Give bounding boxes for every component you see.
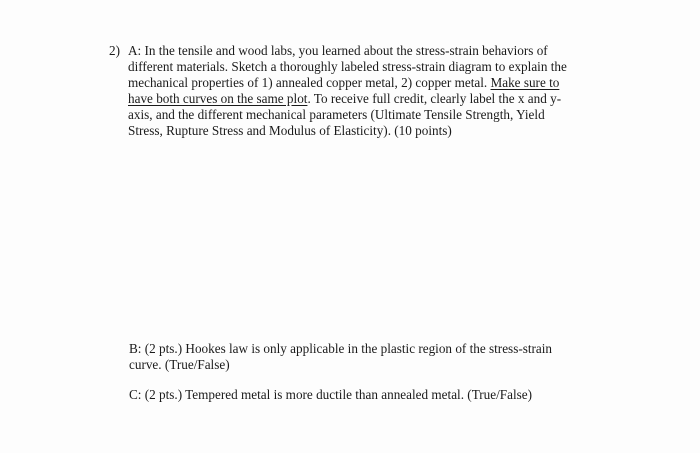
question-2-line-2: different materials. Sketch a thoroughly labeled stress-strain diagram to explain the [128, 59, 567, 74]
part-b-line-2: curve. (True/False) [129, 357, 230, 372]
part-c-line-1: C: (2 pts.) Tempered metal is more ductile than annealed metal. (True/False) [129, 387, 533, 402]
question-2-line-5: axis, and the different mechanical parameters (Ultimate Tensile Strength, Yield [128, 107, 545, 122]
underlined-instruction-part-1: Make sure to [490, 75, 560, 90]
question-2-line-1: A: In the tensile and wood labs, you learned about the stress-strain behaviors of [128, 43, 548, 58]
question-part-b [129, 341, 599, 373]
question-2-text [128, 43, 590, 139]
question-2-line-3 [128, 75, 590, 91]
question-number: 2) [109, 43, 120, 58]
question-2-line-4 [128, 91, 590, 107]
part-b-line-1: B: (2 pts.) Hookes law is only applicable in the plastic region of the stress-strain [129, 341, 553, 356]
underlined-instruction-part-2: have both curves on the same plot [128, 91, 308, 106]
question-part-c [129, 387, 599, 403]
question-2-line-6: Stress, Rupture Stress and Modulus of Elasticity). (10 points) [128, 123, 452, 138]
question-2-line-4-rest: . To receive full credit, clearly label the x and y- [307, 91, 562, 106]
question-2-line-3-text: mechanical properties of 1) annealed copper metal, 2) copper metal. [128, 75, 488, 90]
